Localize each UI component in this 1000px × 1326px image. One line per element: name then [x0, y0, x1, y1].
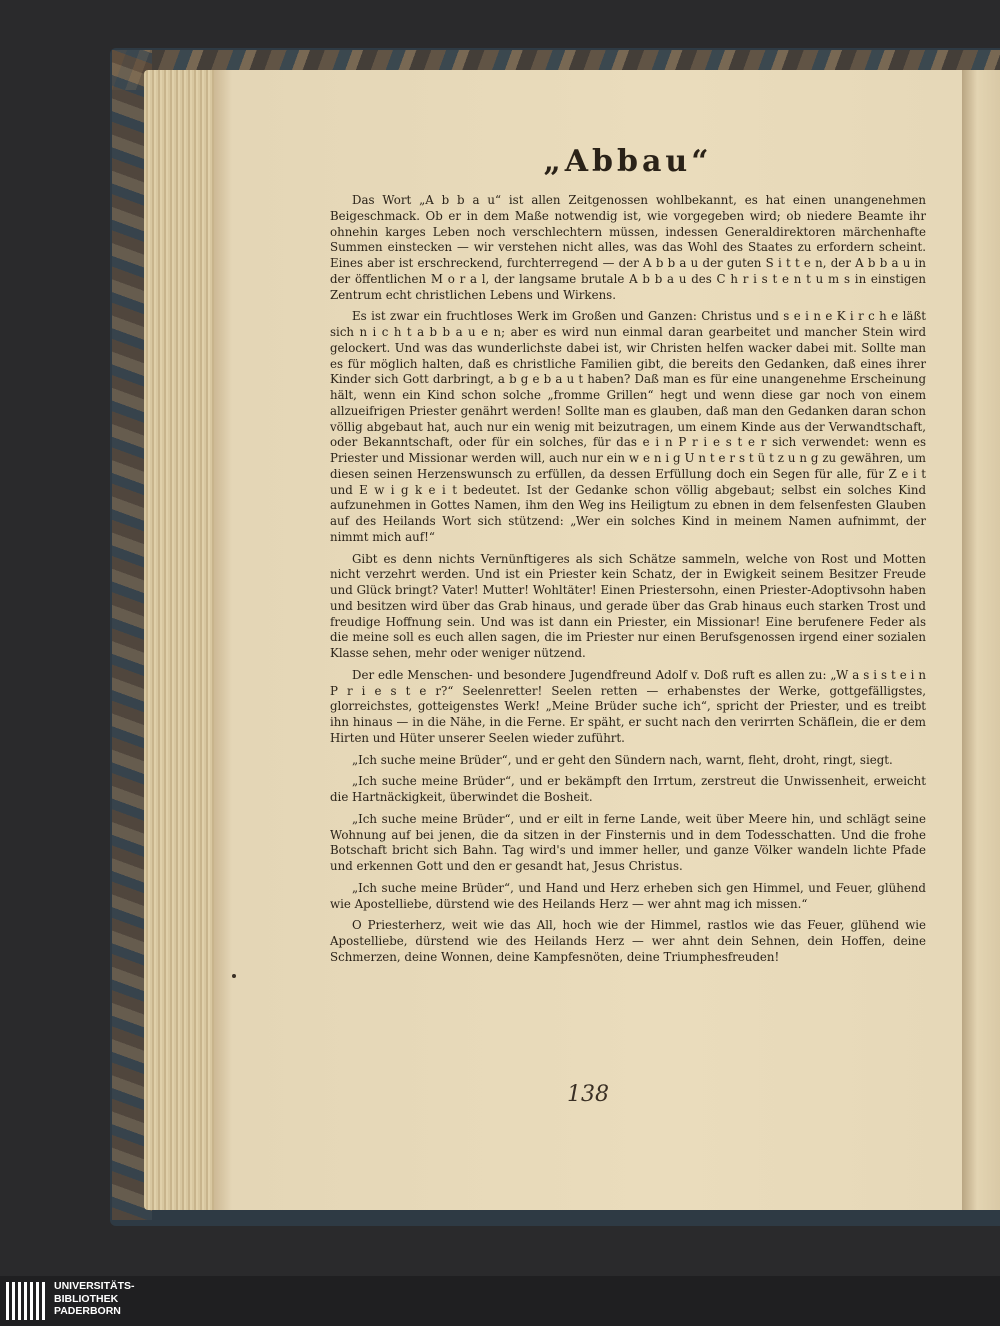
- footer-bar: [0, 1276, 1000, 1326]
- page-title: „Abbau“: [543, 144, 713, 179]
- paragraph: „Ich suche meine Brüder“, und er bekämpft den Irrtum, zerstreut die Unwissenheit, erweicht die Hartnäckigkeit, überwindet die Bosheit.: [330, 774, 926, 804]
- library-name-line: PADERBORN: [54, 1305, 121, 1317]
- library-name-line: UNIVERSITÄTS-: [54, 1280, 135, 1292]
- paragraph: „Ich suche meine Brüder“, und Hand und Herz erheben sich gen Himmel, und Feuer, glühend wie Apostelliebe, dürstend wie des Heilands Herz — wer ahnt mag ich missen.“: [330, 880, 926, 911]
- paragraph: „Ich suche meine Brüder“, und er eilt in ferne Lande, weit über Meere hin, und schlägt seine Wohnung auf bei jenen, die da sitzen in der Finsternis und in dem Todesschatten. Und die frohe Botschaft bricht sich Bahn. Tag wird's und immer heller, und ganze Völker wandeln lichte Pfade und erkennen Gott und den er gesandt hat, Jesus Christus.: [330, 811, 926, 873]
- paragraph: O Priesterherz, weit wie das All, hoch wie der Himmel, rastlos wie das Feuer, glühend wie Apostelliebe, dürstend wie des Heilands Herz — wer ahnt dein Sehnen, dein Hoffen, deine Schmerzen, deine Wonnen, deine Kampfesnöten, deine Triumphesfreuden!: [330, 918, 926, 964]
- library-logo-icon: [4, 1280, 50, 1322]
- page-content: [330, 140, 926, 972]
- paragraph: Der edle Menschen- und besondere Jugendfreund Adolf v. Doß ruft es allen zu: „W a s i s t e i n P r i e s t e r?“ Seelenretter! Seelen retten — erhabenstes der Werke, gottgefälligstes, glorreichstes, gotteigenstes Werk! „Meine Brüder suche ich“, spricht der Priester, und es treibt ihn hinaus — in die Nähe, in die Ferne. Er späht, er sucht nach den verirrten Schäflein, die er dem Hirten und Hüter unserer Seelen wieder zuführt.: [330, 667, 926, 745]
- library-name-line: BIBLIOTHEK: [54, 1292, 119, 1305]
- margin-mark: [232, 974, 236, 978]
- library-name: [54, 1280, 135, 1318]
- page-edges: [144, 70, 220, 1210]
- paragraph: „Ich suche meine Brüder“, und er geht den Sündern nach, warnt, fleht, droht, ringt, siegt.: [352, 752, 893, 767]
- page-number: 138: [567, 1082, 609, 1107]
- paragraph: Gibt es denn nichts Vernünftigeres als sich Schätze sammeln, welche von Rost und Motten nicht verzehrt werden. Und ist ein Priester kein Schatz, der in Ewigkeit seinem Besitzer Freude und Glück bringt? Vater! Mutter! Wohltäter! Einen Priestersohn, einen Priester-Adoptivsohn haben und besitzen wird über das Grab hinaus, und gerade über das Grab hinaus euch starken Trost und freudige Hoffnung sein. Und was ist dann ein Priester, ein Missionar! Eine berufenere Feder als die meine soll es euch allen sagen, die im Priester nur einen Berufsgenossen irgend einer sozialen Klasse sehen, mehr oder weniger nützend.: [330, 551, 926, 660]
- facing-page-edge: [962, 70, 1000, 1210]
- paragraph: Es ist zwar ein fruchtloses Werk im Großen und Ganzen: Christus und s e i n e K i r c h e läßt sich n i c h t a b b a u e n; aber es wird nun einmal daran gearbeitet und mancher Stein wird gelockert. Und was das wunderlichste dabei ist, wir Christen helfen wacker dabei mit. Sollte man es für möglich halten, daß es christliche Familien gibt, die bereits den Gedanken, daß eines ihrer Kinder sich Gott darbringt, a b g e b a u t haben? Daß man es für eine unangenehme Erscheinung hält, wenn ein Kind schon solche „fromme Grillen“ hegt und wenn diese gar noch von einem allzueifrigen Priester genährt werden! Sollte man es glauben, daß man den Gedanken daran schon völlig abgebaut hat, auch nur ein wenig mit beizutragen, um einem Kinde aus der Verwandtschaft, oder Bekanntschaft, oder für ein solches, für das e i n P r i e s t e r sich verwendet: wenn es Priester und Missionar werden will, auch nur ein w e n i g U n t e r s t ü t z u n g zu gewähren, um diesen seinen Herzenswunsch zu erfüllen, da dessen Erfüllung doch ein Segen für alle, für Z e i t und E w i g k e i t bedeutet. Ist der Gedanke schon völlig abgebaut; selbst ein solches Kind aufzunehmen in Gottes Namen, ihm den Weg ins Heiligtum zu ebnen in dem felsenfesten Glauben auf des Heilands Wort sich stützend: „Wer ein solches Kind in meinem Namen aufnimmt, der nimmt mich auf!“: [330, 309, 926, 544]
- paragraph: Das Wort „A b b a u“ ist allen Zeitgenossen wohlbekannt, es hat einen unangenehmen Beigeschmack. Ob er in dem Maße notwendig ist, wie vorgegeben wird; ob niedere Beamte ihr ohnehin karges Leben noch verschlechtern müssen, indessen Generaldirektoren märchenhafte Summen einstecken — wir verstehen nicht alles, was das Wohl des Staates zu erfordern scheint. Eines aber ist erschreckend, furchterregend — der A b b a u der guten S i t t e n, der A b b a u in der öffentlichen M o r a l, der langsame brutale A b b a u des C h r i s t e n t u m s in einstigen Zentrum echt christlichen Lebens und Wirkens.: [330, 193, 926, 302]
